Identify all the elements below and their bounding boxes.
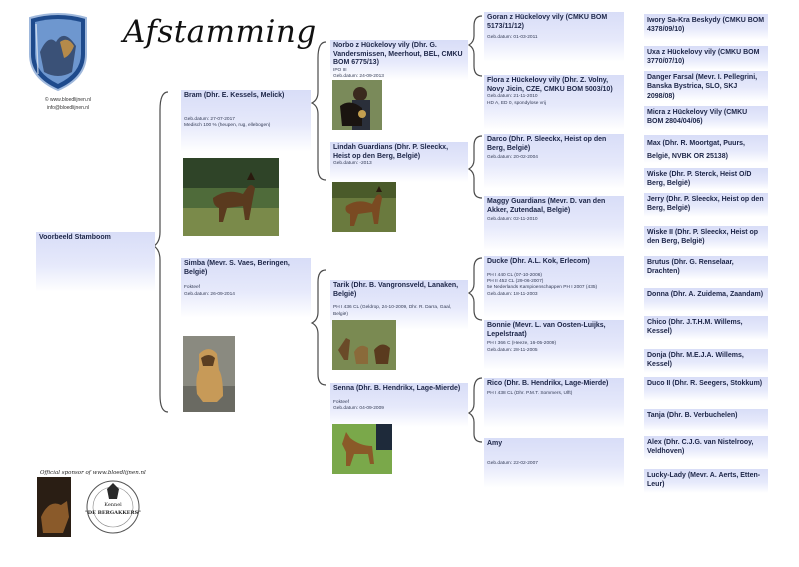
great-grandparent-info: 5e Nederlands Kampioenschappen PH I 2007 (435) bbox=[487, 285, 598, 291]
grandparent-card[interactable] bbox=[330, 142, 468, 182]
grandparent-info: PH I 436 CL (Geldrop, 24-10-2009, Dhr. R. Darra, Gaal, België) bbox=[333, 305, 452, 317]
great-grandparent-name: Ducke (Dhr. A.L. Kok, Erlecom) bbox=[487, 258, 590, 265]
great-grandparent-card[interactable] bbox=[484, 196, 624, 251]
parent-card[interactable] bbox=[181, 90, 311, 152]
gen4-card[interactable] bbox=[644, 14, 768, 40]
gen4-name: Wiske (Dhr. P. Sterck, Heist O/D Berg, België) bbox=[647, 171, 752, 188]
email-text: info@bloedlijnen.nl bbox=[46, 105, 90, 111]
great-grandparent-info: Geb.datum: 01-03-2011 bbox=[487, 35, 538, 41]
great-grandparent-info: Geb.datum: 22-02-2007 bbox=[487, 460, 538, 466]
simba-photo bbox=[183, 336, 235, 412]
gen4-name: Micra z Hückelovy Vily (CMKU BOM 2804/04/06) bbox=[647, 109, 748, 126]
gen4-card[interactable] bbox=[644, 409, 768, 431]
gen4-card[interactable] bbox=[644, 469, 768, 493]
gen4-name: Duco II (Dhr. R. Seegers, Stokkum) bbox=[647, 380, 763, 387]
grandparent-info: IPO III bbox=[333, 67, 347, 73]
tarik-photo bbox=[332, 320, 396, 370]
gen4-card[interactable] bbox=[644, 106, 768, 130]
grandparent-card[interactable] bbox=[330, 383, 468, 427]
grandparent-name: Senna (Dhr. B. Hendrikx, Lage-Mierde) bbox=[333, 385, 461, 392]
norbo-photo bbox=[332, 80, 382, 130]
gen4-card[interactable] bbox=[644, 436, 768, 460]
gen4-name: Tanja (Dhr. B. Verbuchelen) bbox=[647, 412, 738, 419]
gen4-card[interactable] bbox=[644, 377, 768, 401]
page-title: Afstamming bbox=[123, 14, 317, 50]
grandparent-name: Norbo z Hückelovy vily (Dhr. G. Vandersmissen, Meerhout, BEL, CMKU BOM 6775/13) bbox=[333, 42, 463, 67]
grandparent-info: Geb.datum: 04-09-2009 bbox=[333, 406, 384, 411]
parent-info: Geb.datum: 26-09-2014 bbox=[184, 291, 235, 297]
gen4-name: Donna (Dhr. A. Zuidema, Zaandam) bbox=[647, 291, 764, 298]
parent-name: Bram (Dhr. E. Kessels, Melick) bbox=[184, 92, 285, 99]
great-grandparent-info: PH II 452 CL (29-06-2007) bbox=[487, 279, 544, 284]
parent-name: Simba (Mevr. S. Vaes, Beringen, België) bbox=[184, 260, 290, 276]
great-grandparent-name: Bonnie (Mevr. L. van Oosten-Luijks, Lepelstraat) bbox=[487, 322, 606, 338]
gen4-name: Lucky-Lady (Mevr. A. Aerts, Etten-Leur) bbox=[647, 472, 761, 489]
great-grandparent-card[interactable] bbox=[484, 320, 624, 370]
gen4-card[interactable] bbox=[644, 71, 768, 101]
gen4-name: Uxa z Hückelovy vily (CMKU BOM 3770/07/10) bbox=[647, 49, 760, 66]
great-grandparent-info: Geb.datum: 21-11-2010 bbox=[487, 94, 538, 100]
great-grandparent-name: Maggy Guardians (Mevr. D. van den Akker, Zutendaal, België) bbox=[487, 198, 606, 214]
sponsor-line1: Kennel bbox=[104, 502, 122, 508]
great-grandparent-card[interactable] bbox=[484, 256, 624, 318]
parent-info: Geb.datum: 27-07-2017 bbox=[184, 116, 235, 122]
great-grandparent-name: Flora z Hückelovy vily (Dhr. Z. Volny, Novy Jicin, CZE, CMKU BOM 5003/10) bbox=[487, 77, 613, 93]
root-dog-card[interactable] bbox=[36, 232, 155, 292]
grandparent-info: Geb.datum: 24-09-2013 bbox=[333, 74, 384, 80]
gen4-name: Chico (Dhr. J.T.H.M. Willems, Kessel) bbox=[647, 319, 743, 336]
great-grandparent-info: PH I 366 C (Heeze, 16-05-2009) bbox=[487, 341, 557, 347]
grandparent-name: Lindah Guardians (Dhr. P. Sleeckx, Heist op den Berg, België) bbox=[333, 144, 449, 160]
great-grandparent-name: Darco (Dhr. P. Sleeckx, Heist op den Berg, België) bbox=[487, 136, 607, 152]
great-grandparent-info: PH I 438 CL (Dhr. P.M.T. Sommers, Ulft) bbox=[487, 390, 573, 396]
parent-info: Medisch 100 % (heupen, rug, ellebogen) bbox=[184, 123, 271, 128]
sponsor-label: Official sponsor of www.bloedlijnen.nl bbox=[40, 470, 146, 476]
gen4-card[interactable] bbox=[644, 316, 768, 340]
senna-photo bbox=[332, 424, 392, 474]
root-dog-name: Voorbeeld Stamboom bbox=[39, 234, 111, 241]
grandparent-info: Geb.datum: -2013 bbox=[333, 161, 372, 167]
grandparent-name: Tarik (Dhr. B. Vangronsveld, Lanaken, België) bbox=[333, 282, 459, 298]
gen4-name: Iwory Sa-Kra Beskydy (CMKU BOM 4378/09/10) bbox=[647, 17, 765, 34]
sponsor-banner[interactable] bbox=[37, 477, 147, 537]
gen4-card[interactable] bbox=[644, 256, 768, 280]
gen4-card[interactable] bbox=[644, 168, 768, 190]
gen4-name: Max (Dhr. R. Moortgat, Puurs, België, NVBK OR 25138) bbox=[647, 140, 746, 160]
great-grandparent-card[interactable] bbox=[484, 12, 624, 62]
great-grandparent-card[interactable] bbox=[484, 378, 624, 428]
great-grandparent-name: Goran z Hückelovy vily (CMKU BOM 5173/11/12) bbox=[487, 14, 608, 30]
gen4-name: Brutus (Dhr. G. Renselaar, Drachten) bbox=[647, 259, 734, 276]
great-grandparent-name: Amy bbox=[487, 440, 503, 447]
lindah-photo bbox=[332, 182, 396, 232]
great-grandparent-info: HD A, ED 0, spondylose vrij bbox=[487, 100, 546, 106]
gen4-card[interactable] bbox=[644, 135, 768, 163]
sponsor-line2: "DE BERGAKKERS" bbox=[85, 510, 141, 516]
gen4-name: Danger Farsal (Mevr. I. Pellegrini, Banska Bystrica, SLO, SKJ 2098/08) bbox=[647, 74, 758, 100]
gen4-card[interactable] bbox=[644, 46, 768, 70]
grandparent-info: Fokteef bbox=[333, 399, 349, 405]
gen4-card[interactable] bbox=[644, 288, 768, 312]
great-grandparent-card[interactable] bbox=[484, 75, 624, 130]
gen4-card[interactable] bbox=[644, 349, 768, 373]
great-grandparent-info: Geb.datum: 18-11-2003 bbox=[487, 291, 538, 297]
great-grandparent-card[interactable] bbox=[484, 134, 624, 189]
great-grandparent-info: Geb.datum: 02-11-2010 bbox=[487, 217, 538, 223]
gen4-name: Alex (Dhr. C.J.G. van Nistelrooy, Veldhoven) bbox=[647, 439, 754, 456]
great-grandparent-name: Rico (Dhr. B. Hendrikx, Lage-Mierde) bbox=[487, 380, 609, 387]
gen4-name: Jerry (Dhr. P. Sleeckx, Heist op den Berg, België) bbox=[647, 196, 764, 213]
great-grandparent-card[interactable] bbox=[484, 438, 624, 488]
great-grandparent-info: Geb.datum: 20-02-2004 bbox=[487, 155, 538, 161]
parent-info: Fokteef bbox=[184, 285, 200, 291]
gen4-name: Donja (Dhr. M.E.J.A. Willems, Kessel) bbox=[647, 352, 744, 369]
gen4-name: Wiske II (Dhr. P. Sleeckx, Heist op den Berg, België) bbox=[647, 229, 759, 246]
bram-photo bbox=[183, 158, 279, 236]
great-grandparent-info: PH I 440 CL (07-10-2006) bbox=[487, 272, 543, 278]
grandparent-card[interactable] bbox=[330, 40, 468, 80]
gen4-card[interactable] bbox=[644, 193, 768, 217]
website-text: © www.bloedlijnen.nl bbox=[44, 97, 92, 103]
parent-card[interactable] bbox=[181, 258, 311, 318]
great-grandparent-info: Geb.datum: 28-11-2005 bbox=[487, 347, 538, 353]
gen4-card[interactable] bbox=[644, 226, 768, 250]
